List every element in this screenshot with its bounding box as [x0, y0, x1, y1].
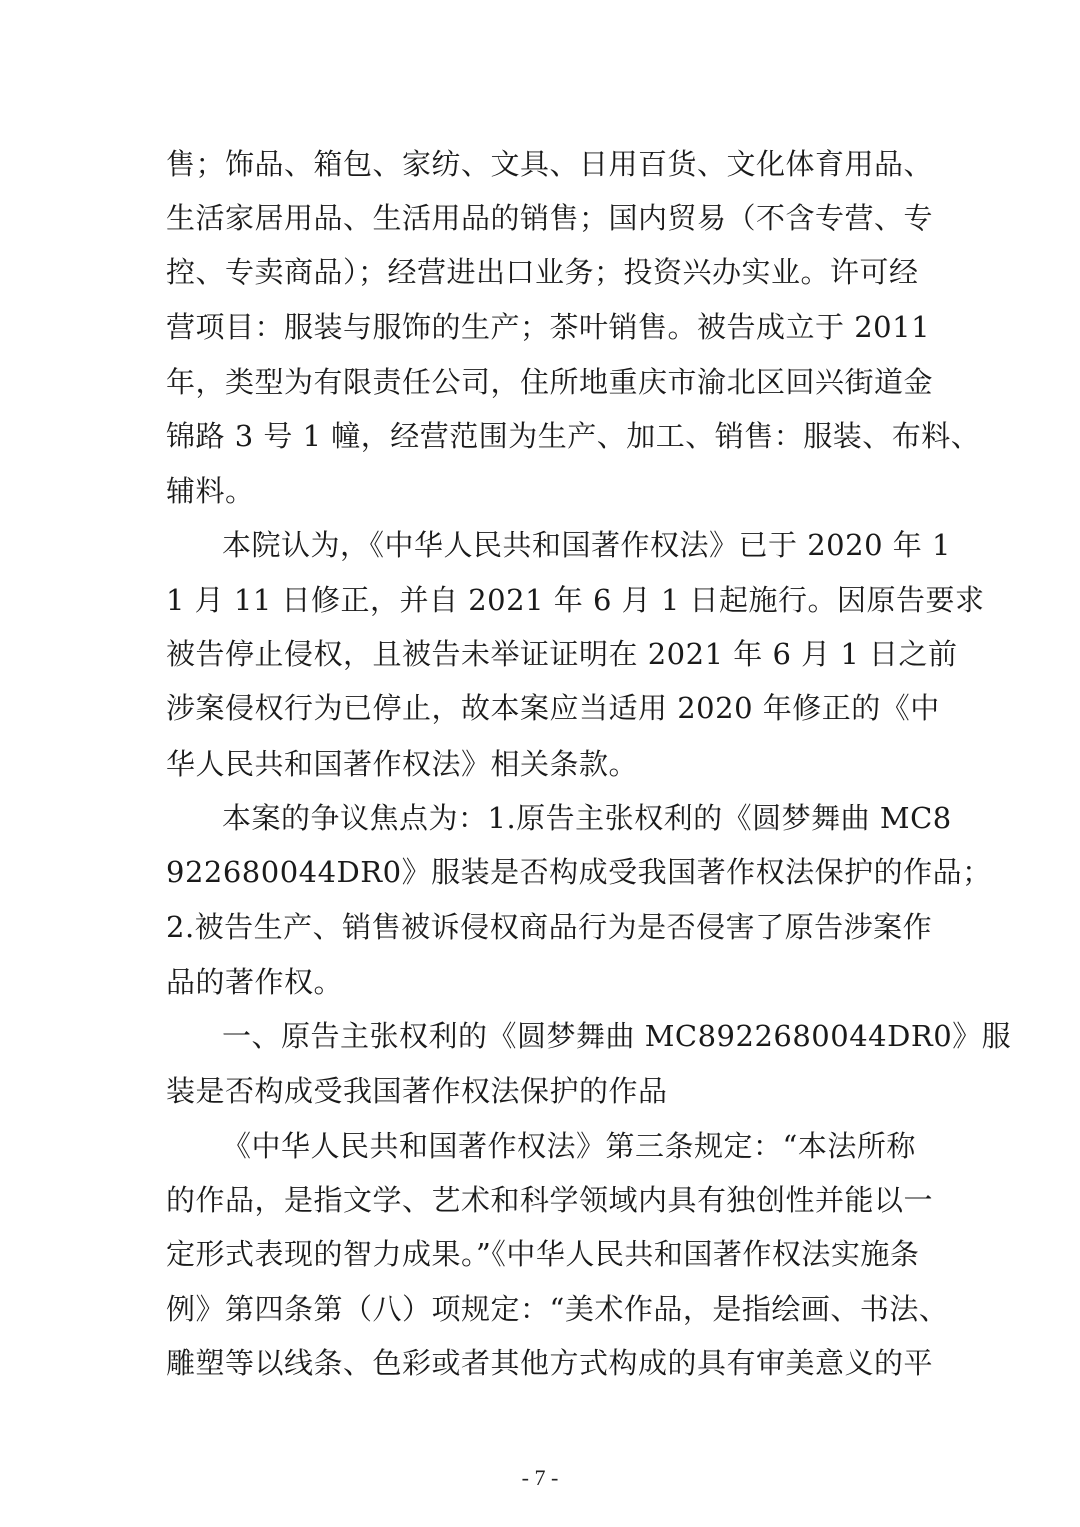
text-line-10: 被告停止侵权，且被告未举证证明在 2021 年 6 月 1 日之前 — [166, 637, 958, 671]
text-line-22: 例》第四条第（八）项规定：“美术作品，是指绘画、书法、 — [166, 1292, 949, 1326]
text-line-16: 品的著作权。 — [166, 965, 344, 999]
text-line-17: 一、原告主张权利的《圆梦舞曲 MC8922680044DR0》服 — [222, 1019, 1012, 1053]
text-line-3: 控、专卖商品）；经营进出口业务；投资兴办实业。许可经 — [166, 255, 919, 289]
text-line-20: 的作品，是指文学、艺术和科学领域内具有独创性并能以一 — [166, 1183, 934, 1217]
text-line-5: 年，类型为有限责任公司，住所地重庆市渝北区回兴街道金 — [166, 365, 934, 399]
text-line-11: 涉案侵权行为已停止，故本案应当适用 2020 年修正的《中 — [166, 691, 940, 725]
text-line-19: 《中华人民共和国著作权法》第三条规定：“本法所称 — [222, 1129, 916, 1163]
text-line-1: 售；饰品、箱包、家纺、文具、日用百货、文化体育用品、 — [166, 147, 934, 181]
text-line-18: 装是否构成受我国著作权法保护的作品 — [166, 1074, 668, 1108]
text-line-2: 生活家居用品、生活用品的销售；国内贸易（不含专营、专 — [166, 201, 934, 235]
text-line-23: 雕塑等以线条、色彩或者其他方式构成的具有审美意义的平 — [166, 1346, 934, 1380]
text-line-8: 本院认为，《中华人民共和国著作权法》已于 2020 年 1 — [222, 528, 951, 562]
page-number: - 7 - — [521, 1465, 559, 1490]
text-line-13: 本案的争议焦点为：1.原告主张权利的《圆梦舞曲 MC8 — [222, 801, 952, 835]
text-line-14: 922680044DR0》服装是否构成受我国著作权法保护的作品； — [166, 855, 992, 889]
text-line-6: 锦路 3 号 1 幢，经营范围为生产、加工、销售：服装、布料、 — [166, 419, 981, 453]
text-line-15: 2.被告生产、销售被诉侵权商品行为是否侵害了原告涉案作 — [166, 910, 933, 944]
text-line-9: 1 月 11 日修正，并自 2021 年 6 月 1 日起施行。因原告要求 — [166, 583, 985, 617]
text-line-4: 营项目：服装与服饰的生产；茶叶销售。被告成立于 2011 — [166, 310, 931, 344]
text-line-7: 辅料。 — [166, 474, 255, 508]
text-line-21: 定形式表现的智力成果。”《中华人民共和国著作权法实施条 — [166, 1237, 920, 1271]
text-line-12: 华人民共和国著作权法》相关条款。 — [166, 747, 639, 781]
